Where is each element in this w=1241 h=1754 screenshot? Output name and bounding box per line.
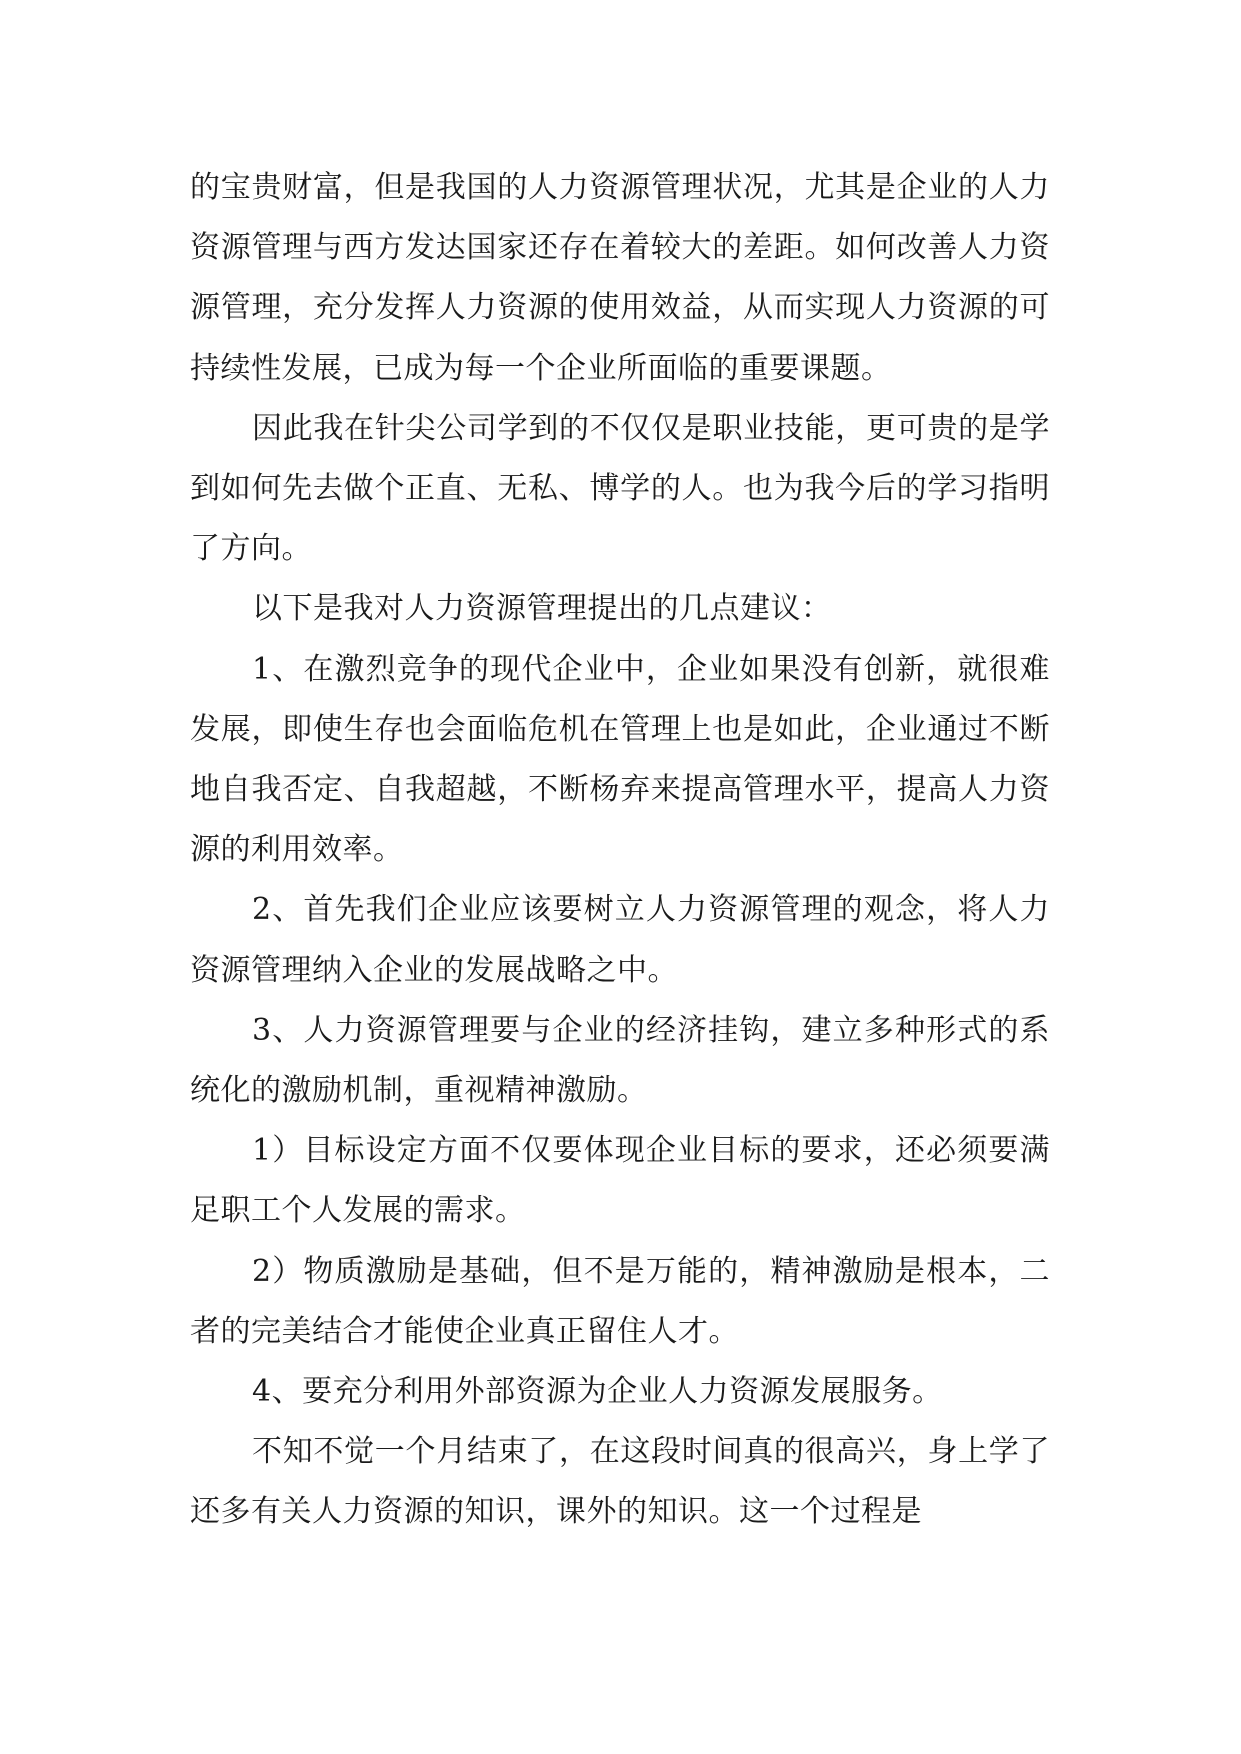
paragraph-7: 1）目标设定方面不仅要体现企业目标的要求，还必须要满足职工个人发展的需求。 — [190, 1133, 1050, 1229]
paragraph-9: 4、要充分利用外部资源为企业人力资源发展服务。 — [252, 1374, 943, 1410]
paragraph-4: 1、在激烈竞争的现代企业中，企业如果没有创新，就很难发展，即使生存也会面临危机在管理上也是如此，企业通过不断地自我否定、自我超越，不断杨弃来提高管理水平，提高人力资源的利用效率。 — [190, 651, 1050, 868]
paragraph-5: 2、首先我们企业应该要树立人力资源管理的观念，将人力资源管理纳入企业的发展战略之中。 — [190, 892, 1050, 988]
paragraph-3: 以下是我对人力资源管理提出的几点建议： — [252, 591, 832, 627]
paragraph-2: 因此我在针尖公司学到的不仅仅是职业技能，更可贵的是学到如何先去做个正直、无私、博学的人。也为我今后的学习指明了方向。 — [190, 410, 1050, 567]
paragraph-10: 不知不觉一个月结束了，在这段时间真的很高兴，身上学了还多有关人力资源的知识，课外的知识。这一个过程是 — [190, 1434, 1050, 1530]
paragraph-6: 3、人力资源管理要与企业的经济挂钩，建立多种形式的系统化的激励机制，重视精神激励。 — [190, 1012, 1050, 1109]
paragraph-1: 的宝贵财富，但是我国的人力资源管理状况，尤其是企业的人力资源管理与西方发达国家还存在着较大的差距。如何改善人力资源管理，充分发挥人力资源的使用效益，从而实现人力资源的可持续性发展，已成为每一个企业所面临的重要课题。 — [190, 170, 1050, 386]
paragraph-8: 2）物质激励是基础，但不是万能的，精神激励是根本，二者的完美结合才能使企业真正留住人才。 — [190, 1253, 1050, 1349]
document-body — [190, 158, 1050, 1543]
